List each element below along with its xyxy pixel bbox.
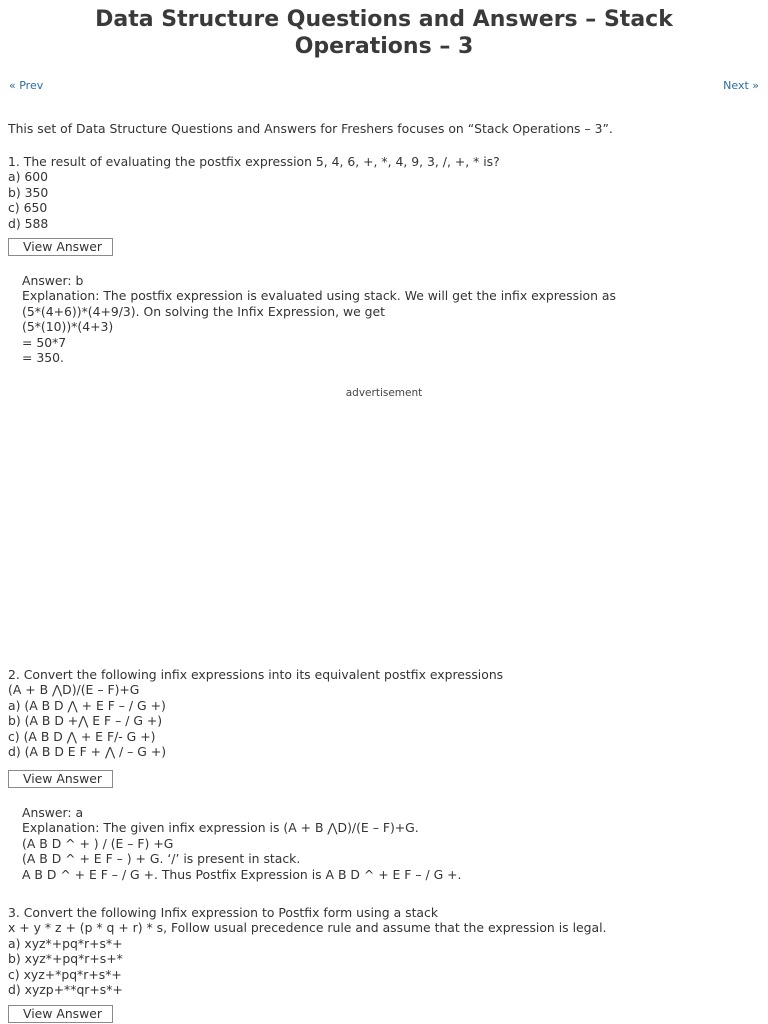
question-block-1 [8, 154, 760, 231]
next-link[interactable]: Next » [723, 79, 759, 92]
explanation-line: Explanation: The given infix expression is (A + B ⋀D)/(E – F)+G. [22, 820, 419, 836]
intro-text: This set of Data Structure Questions and Answers for Freshers focuses on “Stack Operations – 3”. [8, 121, 613, 136]
explanation-line: Explanation: The postfix expression is evaluated using stack. We will get the infix expression as [22, 288, 616, 304]
option-b: b) xyz*+pq*r+s+* [8, 951, 123, 967]
option-d: d) (A B D E F + ⋀ / – G +) [8, 744, 167, 760]
post-navigation [9, 79, 759, 95]
advertisement-slot [0, 404, 768, 654]
option-a: a) 600 [8, 169, 49, 185]
question-text: 1. The result of evaluating the postfix expression 5, 4, 6, +, *, 4, 9, 3, /, +, * is? [8, 154, 500, 169]
explanation-line: (A B D ^ + E F – ) + G. ‘/’ is present in stack. [22, 851, 301, 867]
option-d: d) 588 [8, 215, 49, 231]
question-text: 2. Convert the following infix expressions into its equivalent postfix expressions [8, 667, 504, 682]
advertisement-label: advertisement [345, 387, 423, 399]
answer-block-2 [22, 805, 760, 882]
explanation-line: (A B D ^ + ) / (E – F) +G [22, 835, 174, 851]
view-answer-button[interactable]: View Answer [8, 238, 113, 256]
view-answer-button[interactable]: View Answer [8, 1005, 113, 1023]
question-block-3 [8, 905, 760, 997]
explanation-line: = 350. [22, 350, 64, 366]
option-b: b) (A B D +⋀ E F – / G +) [8, 713, 163, 729]
view-answer-wrap-2 [8, 770, 760, 788]
answer-text: Answer: a [22, 805, 84, 820]
option-b: b) 350 [8, 184, 49, 200]
view-answer-wrap-3 [8, 1005, 760, 1023]
option-a: a) (A B D ⋀ + E F – / G +) [8, 697, 166, 713]
view-answer-button[interactable]: View Answer [8, 770, 113, 788]
explanation-line: (5*(4+6))*(4+9/3). On solving the Infix Expression, we get [22, 303, 386, 319]
explanation-line: = 50*7 [22, 334, 67, 350]
prev-link[interactable]: « Prev [9, 79, 44, 92]
page-title: Data Structure Questions and Answers – Stack Operations – 3 [95, 7, 673, 59]
explanation-line: (5*(10))*(4+3) [22, 319, 114, 335]
answer-block-1 [22, 273, 760, 365]
option-c: c) 650 [8, 200, 48, 216]
answer-text: Answer: b [22, 273, 84, 288]
option-c: c) (A B D ⋀ + E F/- G +) [8, 728, 156, 744]
question-expression: (A + B ⋀D)/(E – F)+G [8, 682, 140, 698]
option-d: d) xyzp+**qr+s*+ [8, 982, 123, 998]
view-answer-wrap-1 [8, 238, 760, 256]
option-a: a) xyz*+pq*r+s*+ [8, 935, 123, 951]
question-block-2 [8, 667, 760, 759]
question-text: 3. Convert the following Infix expression to Postfix form using a stack [8, 905, 439, 920]
option-c: c) xyz+*pq*r+s*+ [8, 966, 122, 982]
explanation-line: A B D ^ + E F – / G +. Thus Postfix Expression is A B D ^ + E F – / G +. [22, 866, 462, 882]
question-expression: x + y * z + (p * q + r) * s, Follow usual precedence rule and assume that the expression is legal. [8, 920, 607, 936]
